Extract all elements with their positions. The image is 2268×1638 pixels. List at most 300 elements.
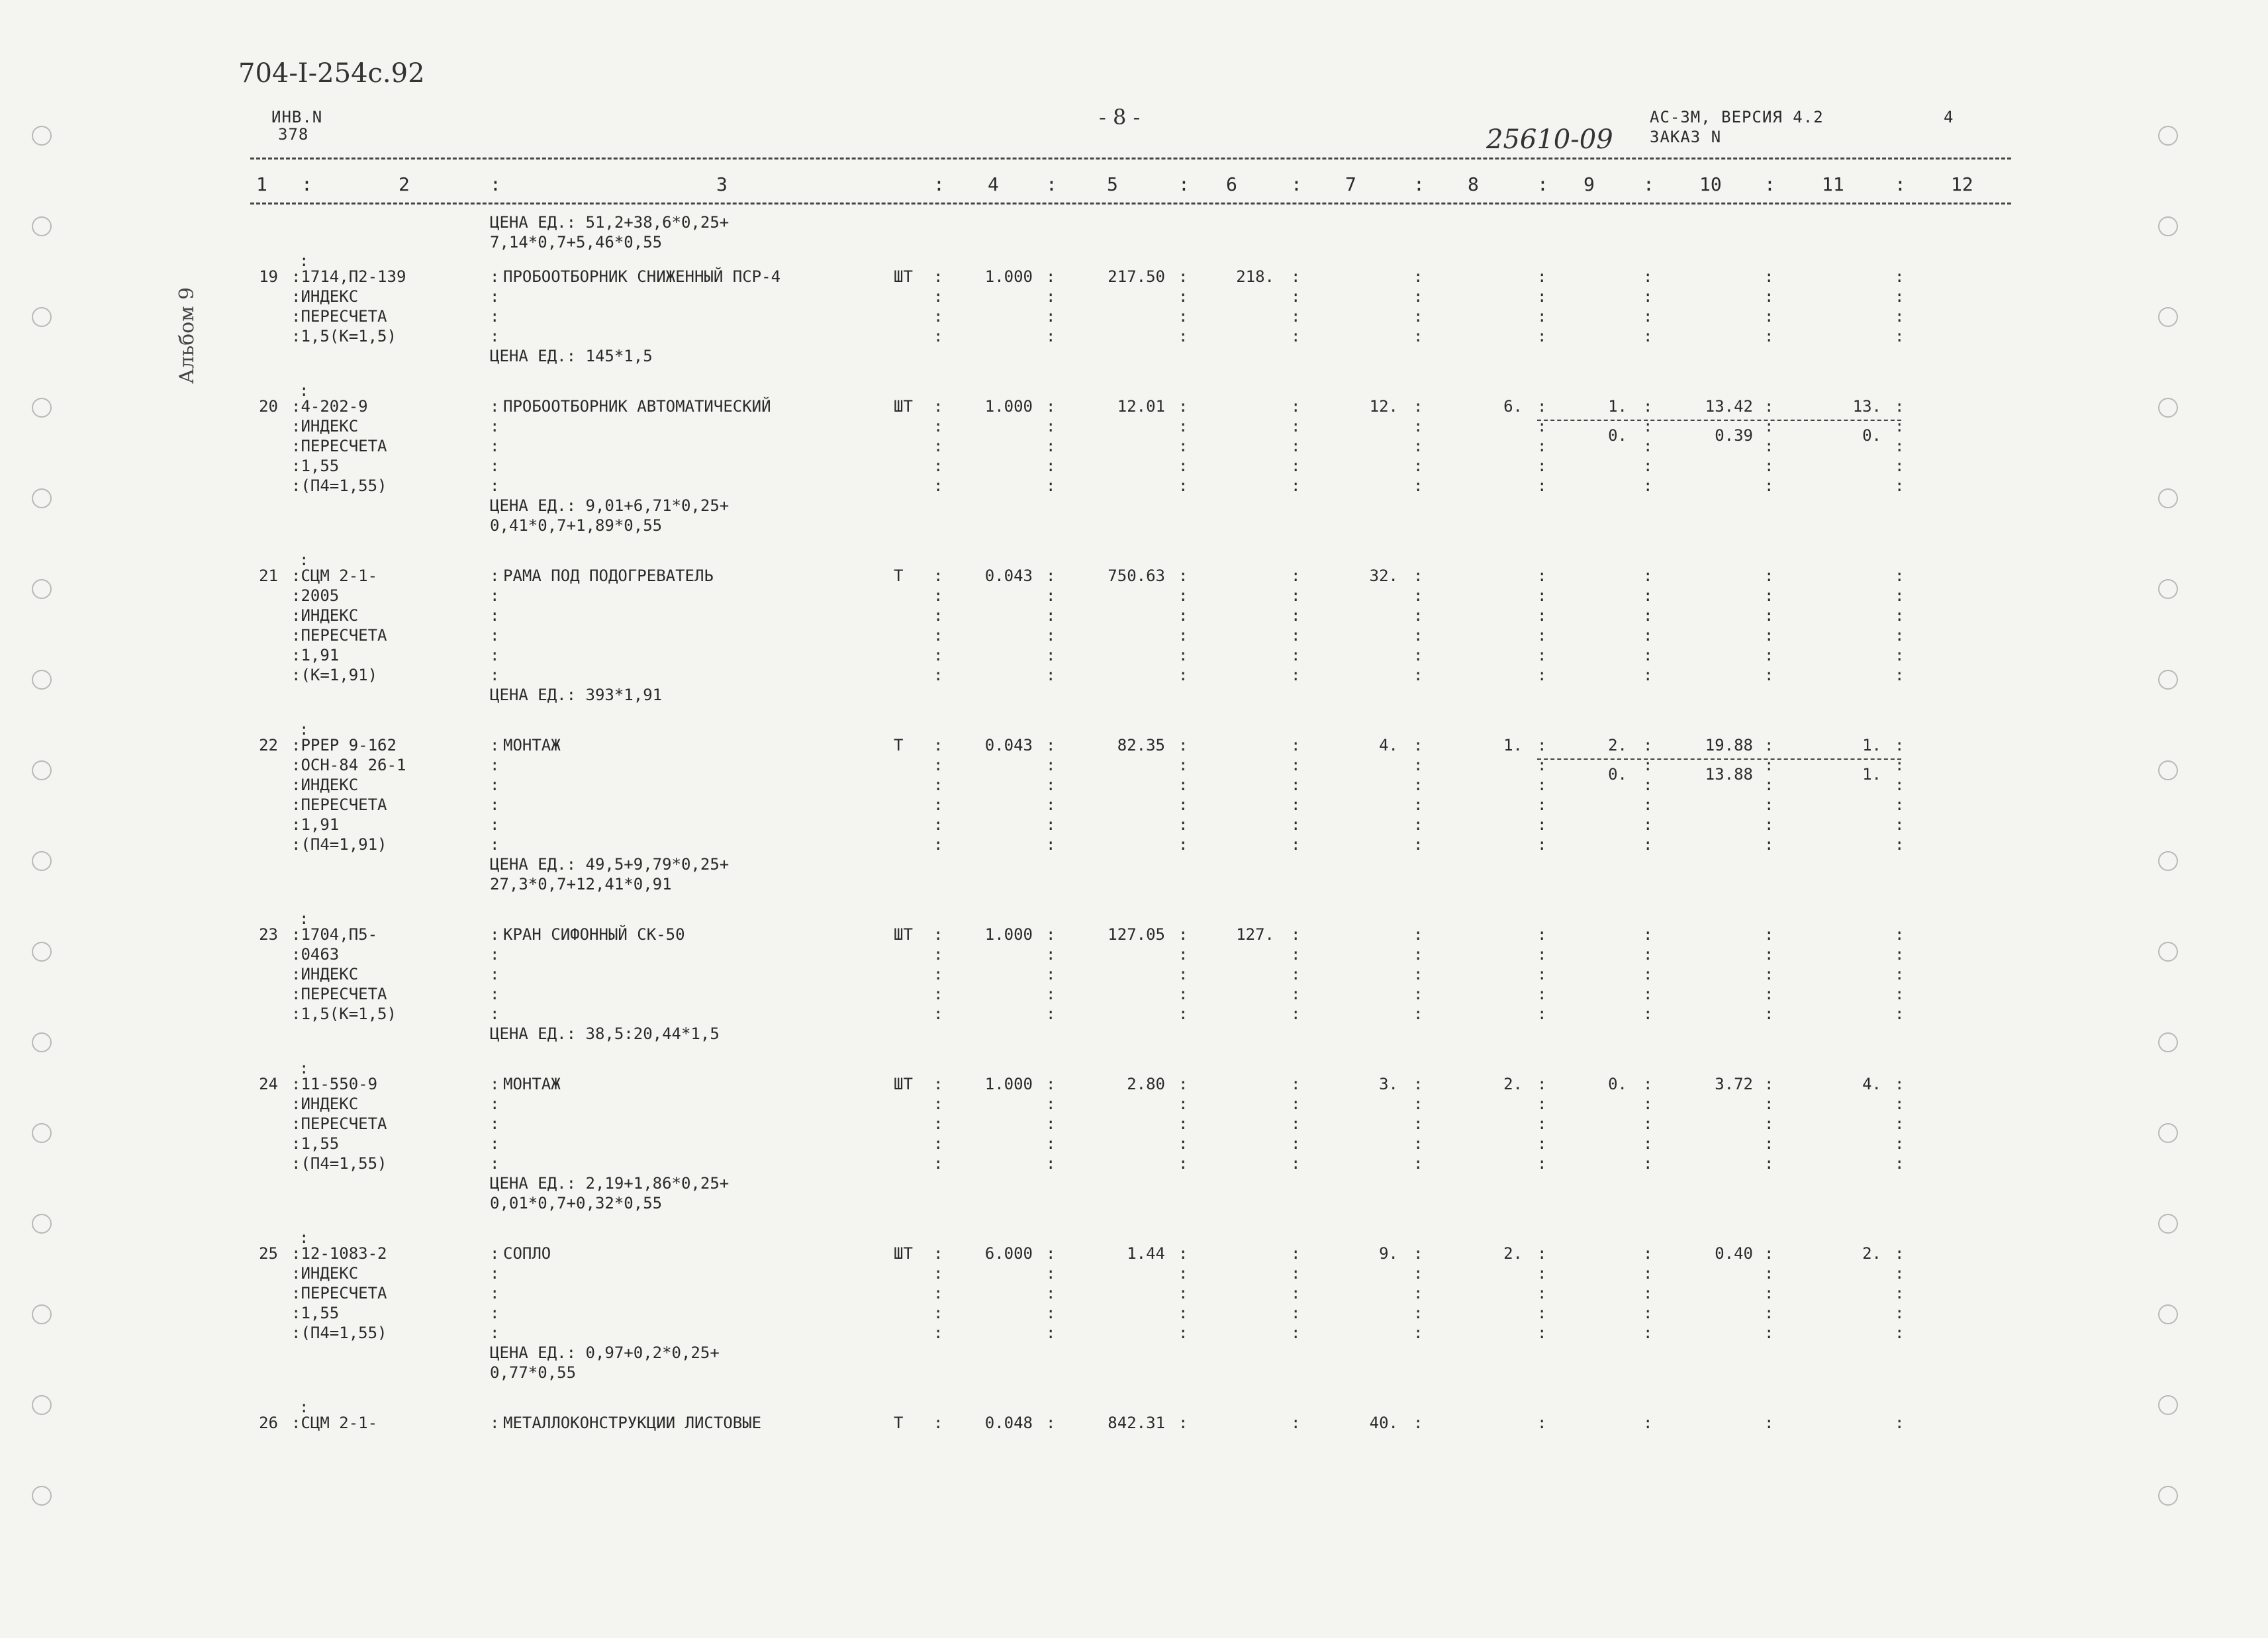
row-col9: 0. (1608, 1075, 1627, 1093)
row-description: КРАН СИФОННЫЙ СК-50 (503, 925, 685, 944)
price-note: 0,01*0,7+0,32*0,55 (490, 1194, 663, 1212)
punch-hole (32, 760, 52, 780)
row-colon: : (490, 1414, 500, 1432)
row-col10: 19.88 (1705, 736, 1753, 754)
column-separator: : (1291, 835, 1301, 854)
column-separator: : (1537, 1264, 1547, 1283)
column-separator: : (1178, 586, 1188, 605)
column-separator: : (1046, 945, 1056, 964)
punch-hole (32, 1395, 52, 1415)
column-separator: : (1764, 567, 1774, 585)
column-separator: : (1413, 457, 1423, 475)
row-description: МЕТАЛЛОКОНСТРУКЦИИ ЛИСТОВЫЕ (503, 1414, 762, 1432)
column-separator: : (1537, 173, 1548, 195)
version-suffix: 4 (1944, 108, 1954, 126)
column-separator: : (1413, 736, 1423, 754)
column-separator: : (1764, 965, 1774, 983)
row-colon: : (490, 477, 500, 495)
punch-hole (2158, 398, 2178, 418)
row-colon: : (490, 965, 500, 983)
column-separator: : (933, 626, 943, 645)
row-unit-price: 750.63 (1108, 567, 1165, 585)
column-separator: : (1413, 1284, 1423, 1302)
row-unit: ШТ (894, 1075, 913, 1093)
column-separator: : (1537, 1005, 1547, 1023)
column-separator: : (1046, 586, 1056, 605)
column-separator: : (1764, 1264, 1774, 1283)
column-separator: : (1537, 586, 1547, 605)
column-separator: : (1413, 1324, 1423, 1342)
punch-hole (32, 942, 52, 962)
row-colon: : (490, 1005, 500, 1023)
column-separator: : (1537, 646, 1547, 664)
punch-hole (32, 398, 52, 418)
column-separator: : (1046, 796, 1056, 814)
column-separator: : (1895, 646, 1905, 664)
column-separator: : (1178, 1284, 1188, 1302)
column-separator: : (1895, 586, 1905, 605)
order-label: ЗАКАЗ N (1650, 128, 1722, 146)
column-separator: : (1178, 1154, 1188, 1173)
punch-hole (32, 1123, 52, 1143)
column-number: 6 (1226, 173, 1237, 195)
column-separator: : (1291, 1244, 1301, 1263)
column-separator: : (1764, 925, 1774, 944)
column-separator: : (1643, 1115, 1653, 1133)
column-separator: : (1643, 1075, 1653, 1093)
column-separator: : (1178, 646, 1188, 664)
punch-hole (32, 579, 52, 599)
row-number: 23 (259, 925, 278, 944)
row-code: :1,91 (291, 646, 340, 664)
doc-code: 704-I-254с.92 (238, 58, 425, 89)
column-separator: : (933, 1005, 943, 1023)
row-code: :РРЕР 9-162 (291, 736, 397, 754)
column-separator: : (1643, 1324, 1653, 1342)
column-separator: : (1764, 287, 1774, 306)
column-separator: : (1413, 1095, 1423, 1113)
column-separator: : (1178, 477, 1188, 495)
column-separator: : (933, 397, 943, 416)
row-colon: : (490, 1134, 500, 1153)
column-number: 4 (988, 173, 999, 195)
column-separator: : (1291, 1414, 1301, 1432)
column-separator: : (1291, 1095, 1301, 1113)
price-note: ЦЕНА ЕД.: 49,5+9,79*0,25+ (490, 855, 730, 874)
column-separator: : (490, 173, 501, 195)
column-separator: : (1764, 1075, 1774, 1093)
column-separator: : (1291, 1284, 1301, 1302)
column-separator: : (1895, 437, 1905, 455)
column-separator: : (1178, 437, 1188, 455)
column-separator: : (1178, 925, 1188, 944)
column-separator: : (1413, 815, 1423, 834)
row-colon: : (490, 1115, 500, 1133)
column-separator: : (1537, 417, 1547, 435)
row-colon: : (490, 567, 500, 585)
row-code: :1,5(К=1,5) (291, 1005, 397, 1023)
column-separator: : (1178, 1414, 1188, 1432)
row-col11: 2. (1862, 1244, 1881, 1263)
row-colon: : (299, 551, 309, 569)
column-separator: : (1291, 925, 1301, 944)
row-code: :ИНДЕКС (291, 1095, 359, 1113)
row-colon: : (490, 307, 500, 326)
column-separator: : (1537, 925, 1547, 944)
column-separator: : (301, 173, 312, 195)
row-number: 19 (259, 267, 278, 286)
punch-hole (32, 670, 52, 690)
row-code: :1,55 (291, 1304, 340, 1322)
column-separator: : (933, 457, 943, 475)
column-separator: : (1413, 417, 1423, 435)
price-note: ЦЕНА ЕД.: 393*1,91 (490, 686, 663, 704)
row-col10: 0.40 (1715, 1244, 1753, 1263)
column-separator: : (1046, 1324, 1056, 1342)
row-unit-price: 127.05 (1108, 925, 1165, 944)
column-separator: : (1046, 1115, 1056, 1133)
row-col11: 13. (1852, 397, 1881, 416)
column-separator: : (1046, 626, 1056, 645)
column-separator: : (933, 815, 943, 834)
column-separator: : (1643, 1304, 1653, 1322)
row-colon: : (490, 606, 500, 625)
column-separator: : (1413, 567, 1423, 585)
column-separator: : (1046, 965, 1056, 983)
column-separator: : (1291, 965, 1301, 983)
price-note: 0,77*0,55 (490, 1363, 577, 1382)
row-quantity: 0.043 (984, 736, 1033, 754)
row-unit: Т (894, 736, 904, 754)
row-colon: : (490, 327, 500, 345)
row-colon: : (490, 267, 500, 286)
column-number: 9 (1583, 173, 1595, 195)
row-unit-price: 1.44 (1127, 1244, 1165, 1263)
row-unit: ШТ (894, 925, 913, 944)
column-separator: : (1291, 437, 1301, 455)
column-separator: : (933, 1115, 943, 1133)
inv-label: ИНВ.N (271, 108, 323, 126)
punch-hole (32, 851, 52, 871)
column-separator: : (1764, 626, 1774, 645)
row-col8: 2. (1503, 1075, 1523, 1093)
column-separator: : (1764, 1005, 1774, 1023)
column-separator: : (1764, 477, 1774, 495)
column-number: 12 (1951, 173, 1973, 195)
row-col11: 4. (1862, 1075, 1881, 1093)
price-note: 0,41*0,7+1,89*0,55 (490, 516, 663, 535)
column-separator: : (1178, 1304, 1188, 1322)
column-separator: : (1764, 327, 1774, 345)
column-separator: : (1413, 173, 1425, 195)
column-separator: : (1895, 945, 1905, 964)
column-separator: : (933, 1324, 943, 1342)
row-colon: : (490, 287, 500, 306)
column-separator: : (933, 1284, 943, 1302)
column-separator: : (1537, 736, 1547, 754)
column-separator: : (1178, 1134, 1188, 1153)
row-colon: : (490, 437, 500, 455)
row-colon: : (299, 1059, 309, 1077)
column-separator: : (1413, 307, 1423, 326)
row-colon: : (490, 945, 500, 964)
row-col8: 1. (1503, 736, 1523, 754)
column-separator: : (1537, 437, 1547, 455)
column-separator: : (1291, 1115, 1301, 1133)
column-separator: : (1764, 1414, 1774, 1432)
column-separator: : (1643, 945, 1653, 964)
column-separator: : (1291, 567, 1301, 585)
column-separator: : (933, 1264, 943, 1283)
column-separator: : (1643, 965, 1653, 983)
column-separator: : (933, 666, 943, 684)
program-version: АС-3М, ВЕРСИЯ 4.2 (1650, 108, 1824, 126)
column-separator: : (1178, 776, 1188, 794)
column-separator: : (1537, 1115, 1547, 1133)
column-separator: : (1291, 776, 1301, 794)
row-colon: : (299, 909, 309, 928)
column-separator: : (1643, 776, 1653, 794)
column-separator: : (1046, 736, 1056, 754)
column-separator: : (1178, 1005, 1188, 1023)
column-separator: : (1764, 397, 1774, 416)
punch-hole (2158, 1304, 2178, 1324)
column-separator: : (1764, 776, 1774, 794)
punch-hole (32, 1486, 52, 1506)
column-separator: : (933, 586, 943, 605)
row-colon: : (490, 1075, 500, 1093)
column-separator: : (1413, 586, 1423, 605)
column-separator: : (1291, 1134, 1301, 1153)
header-rule-top (250, 158, 2011, 159)
column-separator: : (1046, 1134, 1056, 1153)
row-code: :0463 (291, 945, 340, 964)
column-number: 7 (1345, 173, 1356, 195)
column-separator: : (933, 327, 943, 345)
sub-col10: 13.88 (1705, 765, 1753, 784)
punch-hole (32, 1304, 52, 1324)
column-separator: : (1413, 756, 1423, 774)
column-separator: : (1291, 1264, 1301, 1283)
punch-hole (32, 1214, 52, 1234)
column-separator: : (1291, 457, 1301, 475)
column-separator: : (1895, 985, 1905, 1003)
column-separator: : (933, 756, 943, 774)
column-separator: : (1764, 945, 1774, 964)
column-number: 2 (399, 173, 410, 195)
row-description: ПРОБООТБОРНИК АВТОМАТИЧЕСКИЙ (503, 397, 771, 416)
column-separator: : (1291, 666, 1301, 684)
column-separator: : (1178, 1244, 1188, 1263)
column-separator: : (1643, 666, 1653, 684)
column-separator: : (1643, 437, 1653, 455)
column-separator: : (933, 307, 943, 326)
punch-hole (32, 1032, 52, 1052)
row-colon: : (490, 835, 500, 854)
album-side-label: Альбом 9 (175, 287, 199, 384)
row-quantity: 0.043 (984, 567, 1033, 585)
column-separator: : (1895, 287, 1905, 306)
column-separator: : (1046, 417, 1056, 435)
row-number: 25 (259, 1244, 278, 1263)
price-note: ЦЕНА ЕД.: 51,2+38,6*0,25+ (490, 213, 730, 232)
row-col7: 32. (1369, 567, 1398, 585)
column-separator: : (1537, 796, 1547, 814)
column-separator: : (1895, 457, 1905, 475)
row-code: :ИНДЕКС (291, 606, 359, 625)
column-separator: : (1413, 1005, 1423, 1023)
column-separator: : (1764, 606, 1774, 625)
column-number: 8 (1468, 173, 1479, 195)
row-code: :ПЕРЕСЧЕТА (291, 1284, 387, 1302)
column-number: 11 (1822, 173, 1844, 195)
column-separator: : (1764, 1284, 1774, 1302)
row-colon: : (490, 1324, 500, 1342)
row-code: :(П4=1,91) (291, 835, 387, 854)
column-separator: : (1537, 1134, 1547, 1153)
column-separator: : (1291, 397, 1301, 416)
column-separator: : (1046, 1075, 1056, 1093)
column-separator: : (1895, 776, 1905, 794)
column-separator: : (1895, 756, 1905, 774)
column-separator: : (933, 417, 943, 435)
column-separator: : (1643, 1134, 1653, 1153)
row-code: :2005 (291, 586, 340, 605)
column-separator: : (933, 736, 943, 754)
price-note: ЦЕНА ЕД.: 9,01+6,71*0,25+ (490, 496, 730, 515)
column-separator: : (1178, 1075, 1188, 1093)
column-separator: : (1537, 267, 1547, 286)
column-separator: : (1046, 1264, 1056, 1283)
row-col10: 3.72 (1715, 1075, 1753, 1093)
column-separator: : (1764, 815, 1774, 834)
order-number-handwritten: 25610-09 (1486, 124, 1613, 155)
column-separator: : (1764, 666, 1774, 684)
row-code: :СЦМ 2-1- (291, 1414, 378, 1432)
column-separator: : (1643, 736, 1653, 754)
column-separator: : (1046, 606, 1056, 625)
column-separator: : (1046, 1244, 1056, 1263)
row-col7: 3. (1379, 1075, 1398, 1093)
row-code: :(П4=1,55) (291, 1324, 387, 1342)
column-separator: : (1178, 327, 1188, 345)
column-separator: : (1291, 1324, 1301, 1342)
column-separator: : (1895, 666, 1905, 684)
column-separator: : (1895, 267, 1905, 286)
row-code: :ИНДЕКС (291, 287, 359, 306)
punch-hole (32, 216, 52, 236)
price-note: ЦЕНА ЕД.: 2,19+1,86*0,25+ (490, 1174, 730, 1193)
row-code: :СЦМ 2-1- (291, 567, 378, 585)
column-separator: : (1895, 606, 1905, 625)
inv-number: 378 (278, 125, 309, 144)
row-quantity: 1.000 (984, 397, 1033, 416)
price-note: ЦЕНА ЕД.: 0,97+0,2*0,25+ (490, 1343, 720, 1362)
column-separator: : (933, 796, 943, 814)
punch-hole (32, 126, 52, 146)
column-separator: : (1537, 1154, 1547, 1173)
column-separator: : (1764, 307, 1774, 326)
column-separator: : (1537, 945, 1547, 964)
row-colon: : (490, 985, 500, 1003)
row-colon: : (299, 720, 309, 739)
punch-hole (32, 307, 52, 327)
column-separator: : (1643, 626, 1653, 645)
row-code: :1,5(К=1,5) (291, 327, 397, 345)
column-separator: : (1291, 1005, 1301, 1023)
row-code: :1704,П5- (291, 925, 378, 944)
punch-hole (2158, 1032, 2178, 1052)
row-col8: 2. (1503, 1244, 1523, 1263)
column-number: 1 (256, 173, 267, 195)
punch-hole (2158, 307, 2178, 327)
column-separator: : (1895, 1414, 1905, 1432)
price-note: ЦЕНА ЕД.: 38,5:20,44*1,5 (490, 1024, 720, 1043)
column-separator: : (1537, 1324, 1547, 1342)
column-separator: : (1895, 397, 1905, 416)
column-separator: : (1643, 1264, 1653, 1283)
column-separator: : (1537, 287, 1547, 306)
row-unit: Т (894, 567, 904, 585)
column-separator: : (1895, 815, 1905, 834)
column-separator: : (1643, 457, 1653, 475)
column-separator: : (933, 606, 943, 625)
row-code: :(П4=1,55) (291, 477, 387, 495)
column-separator: : (1178, 756, 1188, 774)
column-separator: : (1178, 267, 1188, 286)
row-code: :ПЕРЕСЧЕТА (291, 437, 387, 455)
column-separator: : (1178, 307, 1188, 326)
row-col7: 12. (1369, 397, 1398, 416)
row-code: :1,55 (291, 457, 340, 475)
column-separator: : (1413, 646, 1423, 664)
column-separator: : (1046, 1414, 1056, 1432)
column-separator: : (1537, 985, 1547, 1003)
column-separator: : (1537, 626, 1547, 645)
punch-hole (2158, 760, 2178, 780)
row-colon: : (299, 1228, 309, 1247)
column-separator: : (1178, 985, 1188, 1003)
column-separator: : (1291, 586, 1301, 605)
column-separator: : (1413, 1264, 1423, 1283)
column-separator: : (1046, 457, 1056, 475)
column-separator: : (1643, 606, 1653, 625)
column-separator: : (1046, 567, 1056, 585)
row-col7: 4. (1379, 736, 1398, 754)
column-separator: : (933, 776, 943, 794)
column-separator: : (1895, 796, 1905, 814)
row-unit: ШТ (894, 397, 913, 416)
sub-row-rule (1537, 758, 1901, 760)
price-note: 27,3*0,7+12,41*0,91 (490, 875, 672, 893)
column-separator: : (1537, 327, 1547, 345)
price-note: ЦЕНА ЕД.: 145*1,5 (490, 347, 653, 365)
row-colon: : (490, 815, 500, 834)
column-separator: : (1643, 646, 1653, 664)
row-col7: 40. (1369, 1414, 1398, 1432)
row-col6: 127. (1236, 925, 1274, 944)
column-separator: : (1895, 567, 1905, 585)
row-description: МОНТАЖ (503, 736, 561, 754)
column-separator: : (1643, 417, 1653, 435)
column-separator: : (1764, 586, 1774, 605)
column-separator: : (1537, 965, 1547, 983)
column-separator: : (933, 1304, 943, 1322)
row-number: 21 (259, 567, 278, 585)
column-separator: : (1537, 835, 1547, 854)
column-separator: : (1895, 1075, 1905, 1093)
column-separator: : (1413, 965, 1423, 983)
